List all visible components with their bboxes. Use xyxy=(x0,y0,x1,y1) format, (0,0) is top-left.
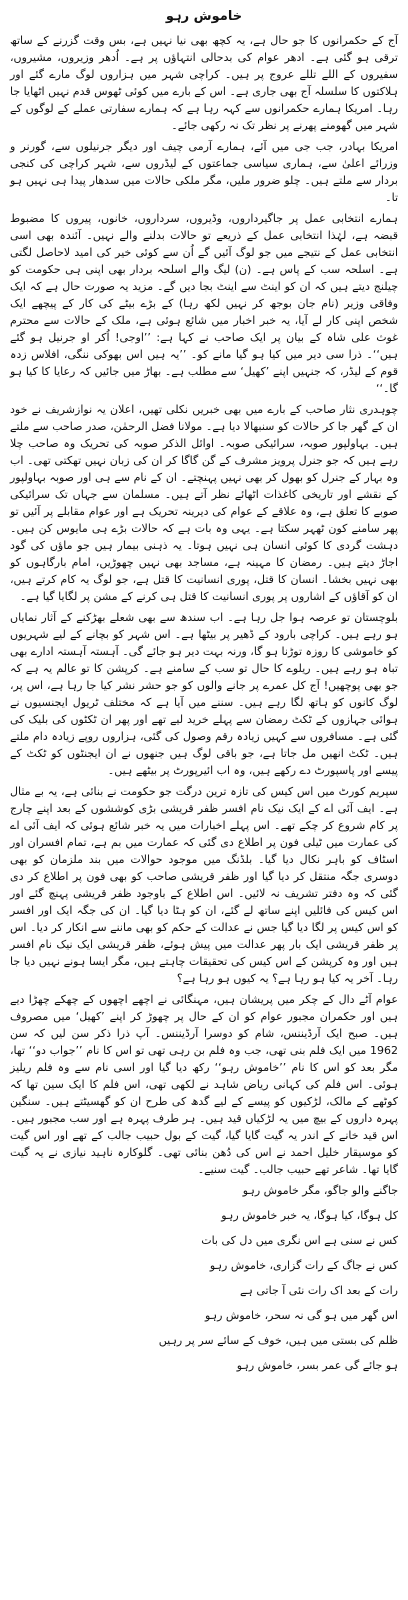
poem-verse: جاگنے والو جاگو، مگر خاموش رہو xyxy=(242,1184,398,1197)
article-title: خاموش رہو xyxy=(165,9,243,24)
article-paragraph: آج کے حکمرانوں کا جو حال ہے، یہ کچھ بھی نیا نہیں ہے، بس وقت گزرنے کے ساتھ ترقی ہو گئی ہے۔ ادھر عوام کی بدحالی انتہاؤں پر ہے۔ اُدھر وزیروں، مشیروں، سفیروں کے اللے تللے عروج پر ہیں۔ کراچی شہر میں ہزاروں لوگ مارے گئے اور ہلاکتوں کا سلسلہ آج بھی جاری ہے۔ اس کے بارے میں کوئی ٹھوس قدم نہیں اٹھایا جا رہا۔ امریکا ہمارے حکمرانوں سے کہہ رہا ہے کہ ہمارے سفارتی عملے کے لوگوں کے شہر میں گھومنے پھرنے پر نظر تک نہ رکھی جائے۔ xyxy=(10,34,398,132)
poem-verse: کس نے جاگ کے رات گزاری، خاموش رہو xyxy=(209,1259,398,1272)
poem-verse: اس گھر میں ہو گی نہ سحر، خاموش رہو xyxy=(205,1309,398,1322)
poem-verse: ظلم کی بستی میں ہیں، خوف کے سائے سر پر رہیں xyxy=(158,1334,398,1347)
article-paragraph: بلوچستان تو عرصہ ہوا جل رہا ہے۔ اب سندھ سے بھی شعلے بھڑکنے کے آثار نمایاں ہو رہے ہیں۔ کراچی بارود کے ڈھیر پر بیٹھا ہے۔ اس شہر کو بچانے کے لیے شہریوں کو خاموشی کا روزہ توڑنا ہو گا، ورنہ بہت دیر ہو جائے گی۔ آہستہ آہستہ ادارے بھی تباہ ہو رہے ہیں۔ ریلوے کا حال تو سب کے سامنے ہے۔ کرپشن کا تو عالم یہ ہے کہ جو بھی پوچھیں! آج کل عمرے پر جانے والوں کو جو حشر نشر کیا جا رہا ہے، اس پر، لوگ کانوں کو ہاتھ لگا رہے ہیں۔ سننے میں آیا ہے کہ مختلف ٹریول ایجنسیوں نے ہوائی جہازوں کے ٹکٹ رمضان سے پہلے خرید لیے تھے اور پھر ان ٹکٹوں کی بلیک کی گئی ہے۔ مسافروں سے کہیں زیادہ رقم وصول کی گئی، ہزاروں روپے زیادہ دام ملتے ہیں۔ ٹکٹ انھیں مل جاتا ہے، جو باقی لوگ ہیں جنھوں نے ان ایجنٹوں کو ٹکٹ کے پیسے اور پاسپورٹ دے رکھے ہیں، وہ اب ائیرپورٹ پر بیٹھے ہیں۔ xyxy=(9,611,398,777)
article-paragraph: امریکا بہادر، جب جی میں آئے، ہمارے آرمی چیف اور دیگر جرنیلوں سے، گورنر و وزرائے اعلیٰ سے، ہماری سیاسی جماعتوں کے لیڈروں سے، شہر کراچی کی کنجی بردار سے ملتے ہیں۔ چلو ضرور ملیں، مگر ملکی حالات میں سدھار پیدا ہی نہیں ہو تا۔ xyxy=(10,140,398,204)
poem-verse: ہو جائے گی عمر بسر، خاموش رہو xyxy=(236,1359,398,1372)
article-paragraph: چوہدری نثار صاحب کے بارے میں بھی خبریں نکلی تھیں، اعلان یہ نوازشریف نے خود ان کے گھر جا کر حالات کو سنبھالا دیا ہے۔ مولانا فضل الرحمٰن، صدر صاحب سے ملتے ہیں۔ بہاولپور صوبہ، سرائیکی صوبہ۔ اوائل الذکر صوبہ کی تحریک وہ صاحب چلا رہے ہیں کہ جو جنرل پرویز مشرف کے گن گاگا کر ان کی زبان نہیں تھکتی تھی۔ اب وہ بہار کے جنرل کو بھول کر بھی نہیں پہنچتے۔ ان کے نام سے ہی اور صوبہ بہاولپور کے نقشے اور تاریخی کاغذات اٹھائے نظر آتے ہیں۔ مسلمان سے جہاں تک سرائیکی صوبے کا تعلق ہے، وہ علاقے کے عوام کی دیرینہ تحریک ہے اور عوام مقابلے پر آئیں تو پھر سامنے کون ٹھہر سکتا ہے۔ یہی وہ بات ہے کہ حالات بڑے ہی مایوس کن ہیں۔ دہشت گردی کا کوئی انسان ہی نہیں ہوتا۔ یہ ذہنی بیمار ہیں جو ماؤں کی گود اجاڑ دیتے ہیں۔ رمضان کا مہینہ ہے، مساجد بھی نہیں چھوڑیں، امام بارگاہوں کو بھی نہیں بخشا۔ انسان کا قتل، پوری انسانیت کا قتل ہے، جو لوگ یہ کام کرتے ہیں، ان کو آقاؤں کے اشاروں پر پوری انسانیت کا قتل ہی کرنے کے مشن پر لگایا گیا ہے۔ xyxy=(10,403,398,603)
poem-verse: کل ہوگا، کیا ہوگا، یہ خبر خاموش رہو xyxy=(221,1209,398,1222)
article-paragraph: عوام آٹے دال کے چکر میں پریشان ہیں، مہنگائی نے اچھے اچھوں کے چھکے چھڑا دیے ہیں اور حکمران مجبور عوام کو ان کے حال پر چھوڑ کر اپنے ’کھیل‘ میں مصروف ہیں۔ صبح ایک آرڈیننس، شام کو دوسرا آرڈیننس۔ آپ ذرا ذکر سن لیں کہ سن 1962 میں ایک فلم بنی تھی، جب وہ فلم بن رہی تھی تو اس کا نام ’’جواب دو‘‘ تھا، مگر بعد کو اس کا نام ’’خاموش رہو‘‘ رکھ دیا گیا اور اسی نام سے وہ فلم ریلیز ہوئی۔ اس فلم کی کہانی ریاض شاہد نے لکھی تھی، اس فلم کا ایک سین تھا کہ کوٹھے کے مالک، لڑکیوں کو پیسے کے لیے گدھ کی طرح ان کو گھسیٹتے ہیں۔ سنگین پہرہ داروں کے بیچ میں یہ لڑکیاں قید ہیں۔ ہر طرف پہرہ ہے اور سب مجبور ہیں۔ اس قید خانے کے اندر یہ گیت گایا گیا، گیت کے بول حبیب جالب کے تھے اور اس گیت کو موسیقار خلیل احمد نے اس کی دُھن بنائی تھی۔ گلوکارہ ناہید نیازی نے یہ گیت گایا تھا۔ شاعر تھے حبیب جالب۔ گیت سنیے۔ xyxy=(10,993,398,1176)
poem-verse: کس نے سنی ہے اس نگری میں دل کی بات xyxy=(201,1234,398,1247)
poem-verse: رات کے بعد اک رات نئی آ جاتی ہے xyxy=(239,1284,398,1297)
poem xyxy=(10,1182,398,1374)
article-paragraph: ہمارے انتخابی عمل پر جاگیرداروں، وڈیروں، سرداروں، خانوں، پیروں کا مضبوط قبضہ ہے، لہٰذا انتخابی عمل کے ذریعے تو حالات بدلنے والے نہیں۔ آئندہ بھی اسی انتخابی عمل کے نتیجے میں جو لوگ آئیں گے اُن سے کوئی خیر کی امید لاحاصل لگتی ہے۔ اسلحہ سب کے پاس ہے۔ (ن) لیگ والے اسلحہ بردار بھی اپنی ہی حکومت کو چیلنج دیتے ہیں کہ ان کو اینٹ سے اینٹ بجا دیں گے۔ مزید یہ صورت حال ہے کہ ایک وفاقی وزیر (نام جان بوجھ کر نہیں لکھ رہا) کے بڑے بیٹے کی کار کے پیچھے ایک شخص اپنی کار لے آیا، یہ خبر اخبار میں شائع ہوئی ہے، ملک کے حالات سے محترم غوث علی شاہ کے بیان پر ایک صاحب نے کہا ہے: ’’اوجی! اُکر او جرنیل ہو گئے ہیں‘‘۔ ذرا سی دیر میں کیا ہو گیا مانے کو۔ ’’یہ ہیں اس بھوکی ننگی، افلاس زدہ قوم کے لیڈر، کہ جنہیں اپنے ’کھیل‘ سے مطلب ہے۔ بھاڑ میں جائیں کہ رعایا کا کیا ہو گا۔‘‘ xyxy=(10,212,398,395)
article-paragraph: سپریم کورٹ میں اس کیس کی تازہ ترین درگت جو حکومت نے بنائی ہے، یہ بے مثال ہے۔ ایف آئی اے کے ایک نیک نام افسر ظفر قریشی بڑی کوششوں کے بعد اپنے چارج پر کام شروع کر چکے تھے۔ اس پہلے اخبارات میں یہ خبر شائع ہوئی کہ ایف آئی اے کی عمارت میں ٹیلی فون پر اطلاع دی گئی کہ عمارت میں بم ہے، تمام افسران اور اسٹاف کو باہر نکال دیا گیا۔ بلڈنگ میں موجود حوالات میں بند ملزمان کو بھی دوسری جگہ منتقل کر دیا گیا اور ظفر قریشی صاحب کو بھی فون پر اطلاع کر دی گئی کہ وہ دفتر تشریف نہ لائیں۔ اس اطلاع کے باوجود ظفر قریشی پہنچ گئے اور اس کیس کی فائلیں اپنے ساتھ لے گئے، ان کو ہٹا دیا گیا۔ ان کی جگہ ایک اور افسر کو اس کیس پر لگا دیا گیا جس نے عدالت کے حکم کو بھی ماننے سے انکار کر دیا۔ اس پر ظفر قریشی ایک بار پھر عدالت میں پیش ہوئے، ظفر قریشی ایک نیک نام افسر ہیں اور وہ کرپشن کے اس کیس کی تحقیقات چاہتے ہیں، مگر ایسا ہونے نہیں دیا جا رہا۔ آخر یہ کیا ہو رہا ہے؟ یہ کیوں ہو رہا ہے؟ xyxy=(10,785,398,985)
